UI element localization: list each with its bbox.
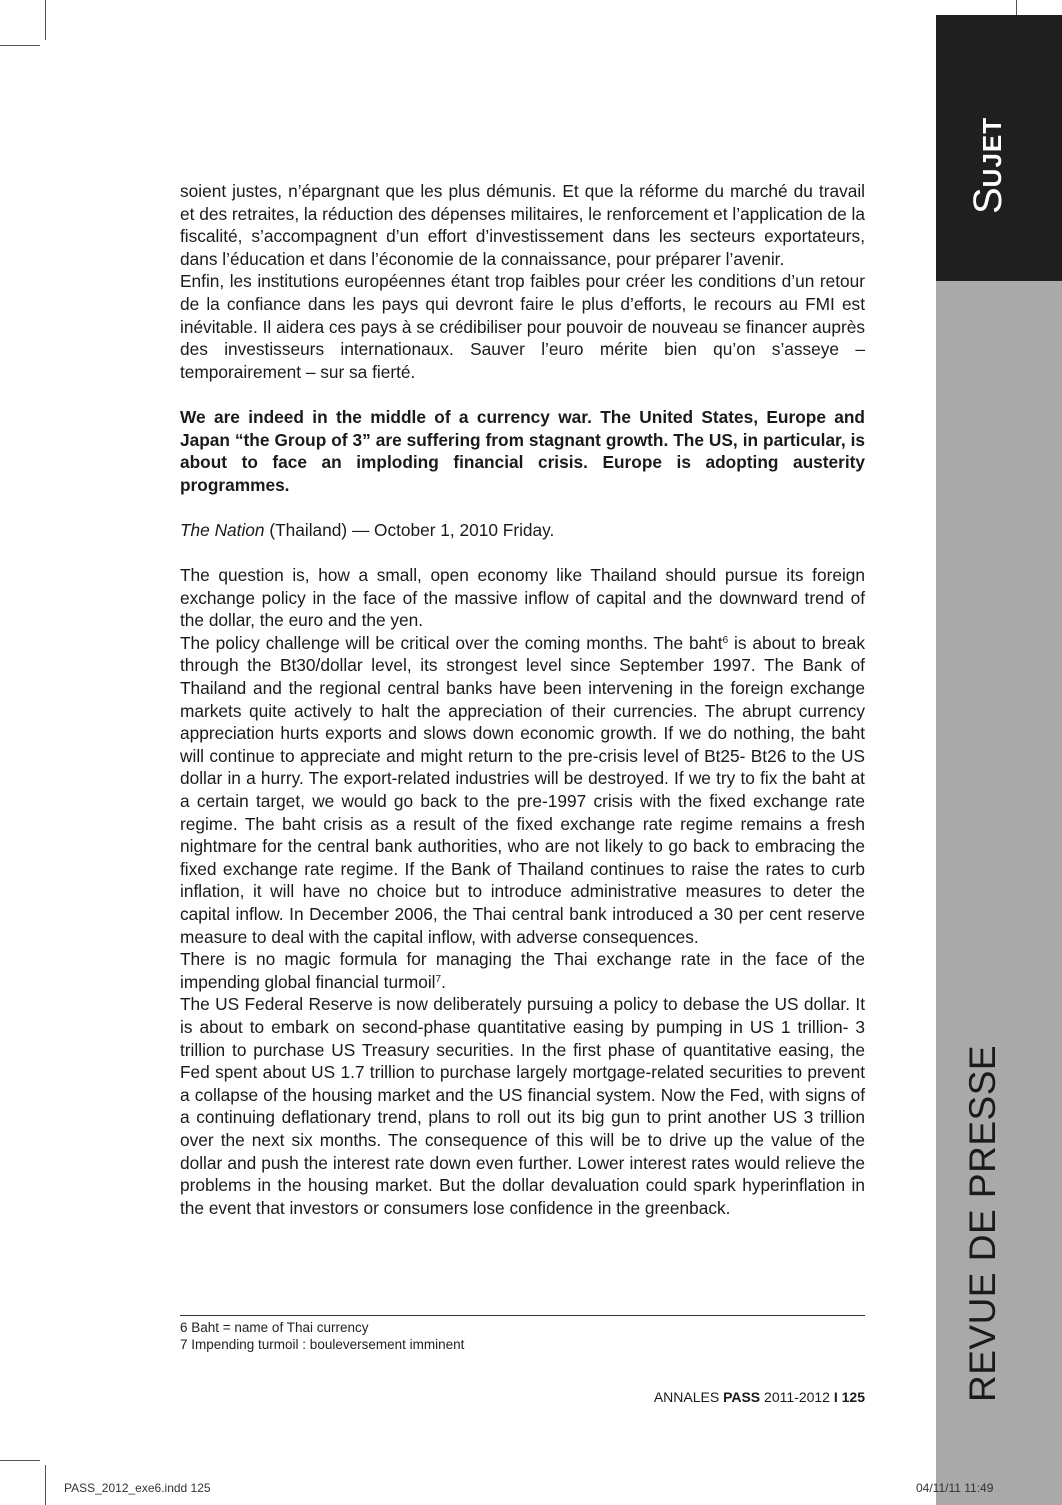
footnote-ref: 7 bbox=[435, 973, 442, 985]
print-slug-date: 04/11/11 11:49 bbox=[916, 1481, 994, 1495]
paragraph: The policy challenge will be critical over the coming months. The baht$^6$ is about to break through the Bt30/dollar level, its strongest level since September 1997. The Bank of Thailand and the regional central banks have been intervening in the foreign exchange markets quite actively to halt the appreciation of their currencies. The abrupt currency appreciation hurts exports and slows down economic growth. If we do nothing, the baht will continue to appreciate and might return to the pre-crisis level of Bt25- Bt26 to the US dollar in a hurry. The export-related industries will be destroyed. If we try to fix the baht at a certain target, we would go back to the pre-1997 crisis with the fixed exchange rate regime. The baht crisis as a result of the fixed exchange rate regime remains a fresh nightmare for the central bank authorities, who are not likely to go back to embracing the fixed exchange rate regime. If the Bank of Thailand continues to raise the rates to curb inflation, it will have no choice but to introduce administrative measures to deter the capital inflow. In December 2006, the Thai central bank introduced a 30 per cent reserve measure to deal with the capital inflow, with adverse consequences. bbox=[180, 632, 865, 947]
paragraph: The US Federal Reserve is now deliberately pursuing a policy to debase the US dollar. It is about to embark on second-phase quantitative easing by pumping in US 1 trillion- 3 trillion to purchase US Treasury securities. In the first phase of quantitative easing, the Fed spent about US 1.7 trillion to purchase largely mortgage-related securities to prevent a collapse of the housing market and the US financial system. Now the Fed, with signs of a continuing deflationary trend, plans to roll out its big gun to print another US 3 trillion over the next six months. The consequence of this will be to drive up the value of the dollar and push the interest rate down even further. Lower interest rates would relieve the problems in the housing market. But the dollar devaluation could spark hyperinflation in the event that investors or consumers lose confidence in the greenback. bbox=[180, 994, 865, 1218]
footnote: 7 Impending turmoil : bouleversement imminent bbox=[180, 1337, 465, 1352]
crop-mark bbox=[0, 1460, 40, 1461]
crop-mark bbox=[45, 1465, 46, 1505]
page-number: 125 bbox=[837, 1389, 865, 1405]
paragraph: There is no magic formula for managing the Thai exchange rate in the face of the impending global financial turmoil$^7$. bbox=[180, 949, 865, 992]
lead-paragraph: We are indeed in the middle of a currency war. The United States, Europe and Japan “the Group of 3” are suffering from stagnant growth. The US, in particular, is about to face an imploding financial crisis. Europe is adopting austerity programmes. bbox=[180, 406, 865, 495]
side-label-sujet: SUJET bbox=[966, 116, 1010, 214]
print-slug-file: PASS_2012_exe6.indd 125 bbox=[64, 1481, 211, 1495]
source-details: (Thailand) — October 1, 2010 Friday. bbox=[264, 519, 555, 540]
paragraph: Enfin, les institutions européennes étant trop faibles pour créer les conditions d’un retour de la confiance dans les pays qui devront faire le plus d’efforts, le recours au FMI est inévitable. Il aidera ces pays à se crédibiliser pour pouvoir de nouveau se financer auprès des investisseurs internationaux. Sauver l’euro mérite bien qu’on s’asseye – temporairement – sur sa fierté. bbox=[180, 271, 865, 382]
paragraph: soient justes, n’épargnant que les plus démunis. Et que la réforme du marché du travail et des retraites, la réduction des dépenses militaires, le renforcement et l’application de la fiscalité, s’accompagnent d’un effort d’investissement dans les secteurs exportateurs, dans l’éducation et dans l’économie de la connaissance, pour préparer l’avenir. bbox=[180, 181, 865, 269]
paragraph: The question is, how a small, open economy like Thailand should pursue its foreign exchange policy in the face of the massive inflow of capital and the downward trend of the dollar, the euro and the yen. bbox=[180, 565, 865, 631]
source-title: The Nation bbox=[180, 519, 265, 540]
footnotes bbox=[180, 1319, 865, 1353]
source-line bbox=[180, 519, 865, 542]
page-footer: ANNALES PASS 2011-2012 I 125 bbox=[653, 1389, 865, 1405]
footnote-divider bbox=[180, 1315, 865, 1316]
crop-mark bbox=[45, 0, 46, 40]
side-label-revue-de-presse: REVUE DE PRESSE bbox=[962, 1044, 1003, 1402]
crop-mark bbox=[0, 45, 40, 46]
article-body bbox=[180, 180, 865, 1219]
footnote: 6 Baht = name of Thai currency bbox=[180, 1320, 369, 1335]
footnote-ref: 6 bbox=[722, 634, 729, 646]
